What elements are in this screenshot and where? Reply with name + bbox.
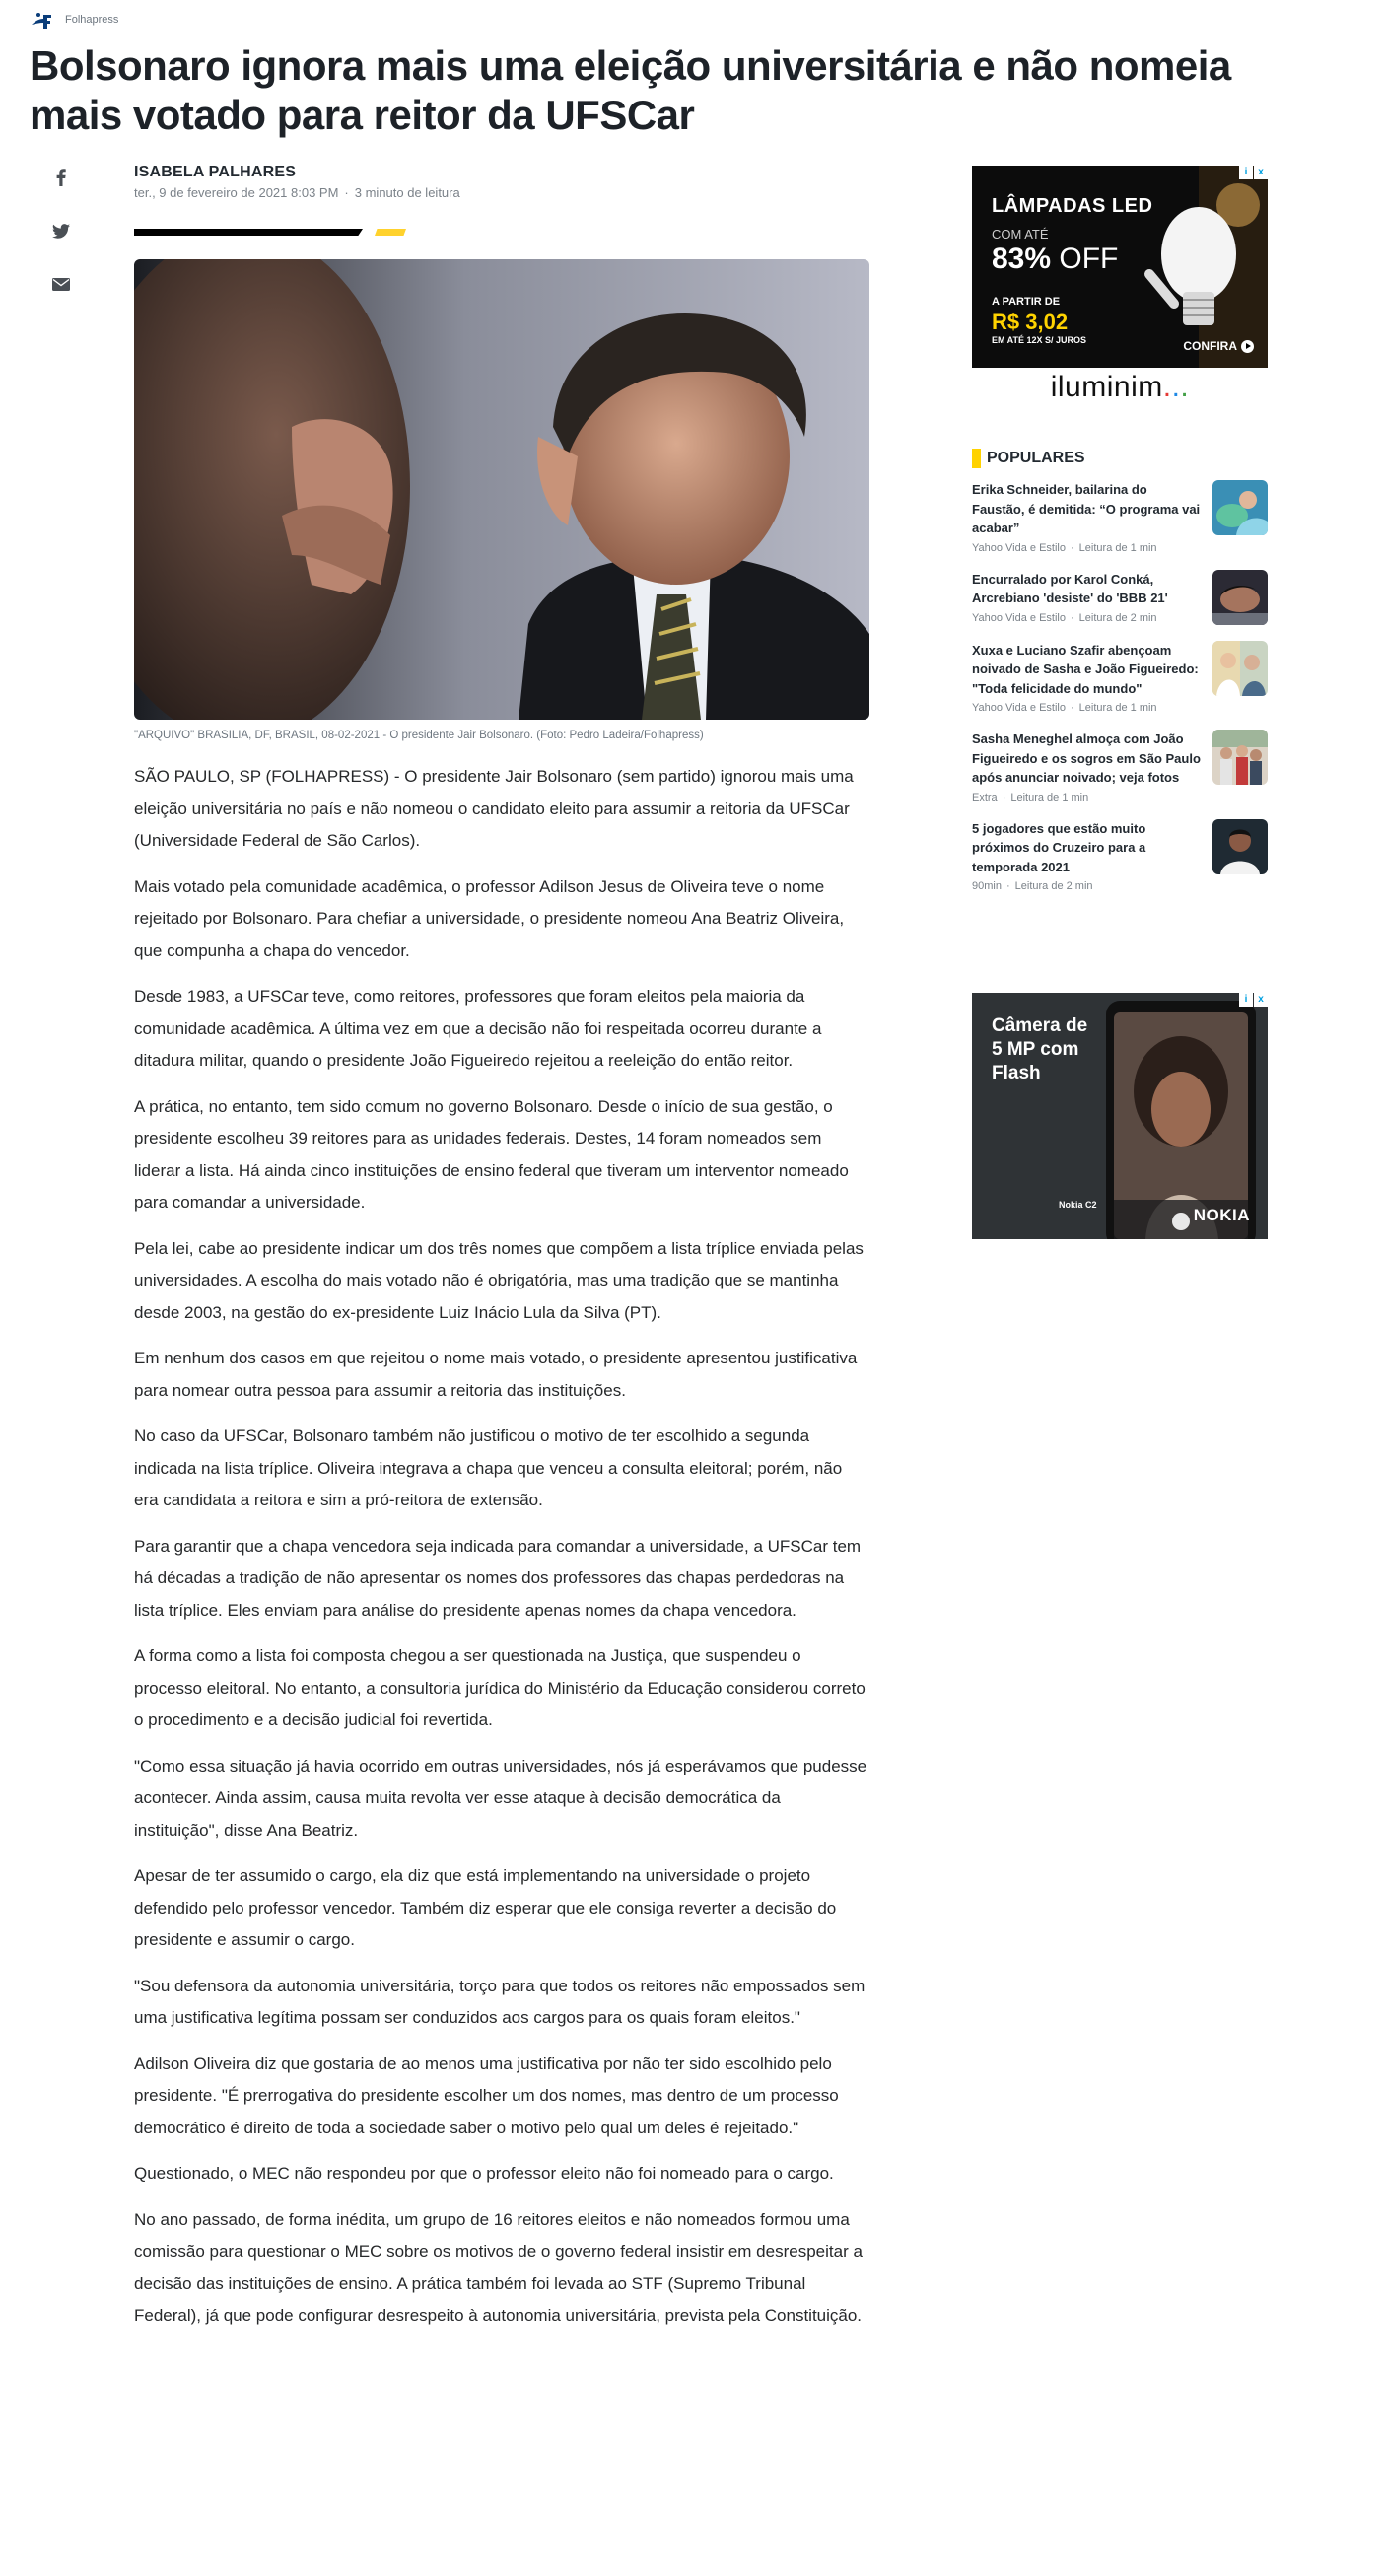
nokia-logo: NOKIA <box>1193 1206 1250 1224</box>
ad-close-icon[interactable]: x <box>1254 166 1268 179</box>
hero-image[interactable] <box>134 259 869 720</box>
paragraph: Desde 1983, a UFSCar teve, como reitores, professores que foram eleitos pela maioria da comunidade acadêmica. A última vez em que a decisão não foi respeitada ocorreu durante a ditadura militar, quando o presidente João Figueiredo rejeitou a reeleição do então reitor. <box>134 987 822 1070</box>
image-caption: "ARQUIVO" BRASILIA, DF, BRASIL, 08-02-2021 - O presidente Jair Bolsonaro. (Foto: Pedro Ladeira/Folhapress) <box>134 730 704 741</box>
author-name[interactable]: ISABELA PALHARES <box>134 164 297 180</box>
paragraph: "Sou defensora da autonomia universitária, torço para que todos os reitores não empossados sem uma justificativa legítima possam ser conduzidos aos cargos para os quais foram eleitos." <box>134 1976 866 2027</box>
list-item-meta <box>972 612 1201 624</box>
ad-upto: COM ATÉ <box>992 227 1049 242</box>
ad-nokia[interactable] <box>972 993 1268 1239</box>
list-item-source: Extra <box>972 791 998 803</box>
list-item[interactable] <box>972 570 1268 625</box>
ad-discount <box>992 243 1118 276</box>
ad-info-icon[interactable]: i <box>1239 166 1253 179</box>
ad-discount-value: 83% <box>992 243 1052 275</box>
ad-headline: Câmera de 5 MP com Flash <box>992 1015 1088 1083</box>
paragraph: No ano passado, de forma inédita, um grupo de 16 reitores eleitos e não nomeados formou uma comissão para questionar o MEC sobre os motivos de o governo federal insistir em desrespeitar a decisão das instituições de ensino. A prática também foi levada ao STF (Supremo Tribunal Federal), já que pode configurar desrespeito à autonomia universitária, prevista pela Constituição. <box>134 2209 863 2325</box>
ad-model: Nokia C2 <box>1059 1200 1097 1210</box>
list-item-read-time: Leitura de 1 min <box>1010 791 1089 803</box>
paragraph: A forma como a lista foi composta chegou a ser questionada na Justiça, que suspendeu o processo eleitoral. No entanto, a consultoria jurídica do Ministério da Educação considerou correto o procedimento e a decisão judicial foi revertida. <box>134 1646 866 1729</box>
list-item-meta <box>972 542 1201 554</box>
ad-info-icon[interactable]: i <box>1239 993 1253 1007</box>
list-item-read-time: Leitura de 2 min <box>1014 880 1093 892</box>
list-item-meta <box>972 880 1201 892</box>
list-item-title[interactable]: Sasha Meneghel almoça com João Figueiredo e os sogros em São Paulo após anunciar noivado; veja fotos <box>972 731 1201 785</box>
ad-badge <box>1239 993 1268 1007</box>
list-item-read-time: Leitura de 1 min <box>1078 541 1157 554</box>
list-item[interactable] <box>972 819 1268 893</box>
play-icon <box>1241 340 1254 353</box>
list-item[interactable] <box>972 480 1268 554</box>
byline <box>134 164 460 200</box>
list-item-thumbnail[interactable] <box>1212 570 1268 625</box>
facebook-icon[interactable] <box>49 166 73 189</box>
list-item-source: 90min <box>972 880 1002 892</box>
source-bar <box>30 8 118 32</box>
meta-separator: · <box>1071 541 1074 554</box>
heading-accent <box>972 449 981 468</box>
paragraph: Para garantir que a chapa vencedora seja indicada para comandar a universidade, a UFSCar tem há décadas a tradição de não apresentar os nomes dos professores das chapas perdedoras na lista tríplice. Eles enviam para análise do presidente apenas nomes da chapa vencedora. <box>134 1536 862 1620</box>
meta-separator: · <box>1071 702 1074 714</box>
list-item-meta <box>972 702 1201 714</box>
paragraph: Pela lei, cabe ao presidente indicar um dos três nomes que compõem a lista tríplice enviada pelas universidades. A escolha do mais votado não é obrigatória, mas uma tradição que se mantinha desde 2003, na gestão do ex-presidente Luiz Inácio Lula da Silva (PT). <box>134 1238 864 1322</box>
email-icon[interactable] <box>49 272 73 296</box>
ad-led-lamps[interactable] <box>972 166 1268 368</box>
list-item-title[interactable]: Xuxa e Luciano Szafir abençoam noivado de Sasha e João Figueiredo: "Toda felicidade do mundo" <box>972 642 1199 696</box>
article-meta <box>134 185 460 200</box>
meta-separator: · <box>344 185 349 200</box>
list-item-title[interactable]: 5 jogadores que estão muito próximos do Cruzeiro para a temporada 2021 <box>972 820 1146 874</box>
ad-off: OFF <box>1059 243 1119 275</box>
paragraph: SÃO PAULO, SP (FOLHAPRESS) - O presidente Jair Bolsonaro (sem partido) ignorou mais uma eleição universitária no país e não nomeou o candidato eleito para assumir a reitoria da UFSCar (Universidade Federal de São Carlos). <box>134 767 854 850</box>
list-item-title[interactable]: Encurralado por Karol Conká, Arcrebiano 'desiste' do 'BBB 21' <box>972 571 1168 605</box>
ad-close-icon[interactable]: x <box>1254 993 1268 1007</box>
article-body <box>134 761 869 2346</box>
list-item[interactable] <box>972 641 1268 715</box>
paragraph: Adilson Oliveira diz que gostaria de ao menos uma justificativa por não ter sido escolhido pelo presidente. "É prerrogativa do presidente escolher um dos nomes, mas dentro de um processo democrático é direito de toda a sociedade saber o motivo pelo qual um deles é rejeitado." <box>134 2054 839 2137</box>
paragraph: Apesar de ter assumido o cargo, ela diz que está implementando na universidade o projeto defendido pelo professor vencedor. Também diz esperar que ele consiga reverter a decisão do presidente e assumir o cargo. <box>134 1866 837 1949</box>
ad-price: R$ 3,02 <box>992 310 1069 334</box>
twitter-icon[interactable] <box>49 219 73 243</box>
meta-separator: · <box>1005 880 1010 892</box>
ad-badge <box>1239 166 1268 179</box>
ad-cta-label: CONFIRA <box>1183 339 1237 353</box>
paragraph: A prática, no entanto, tem sido comum no governo Bolsonaro. Desde o início de sua gestão, o presidente escolheu 39 reitores para as unidades federais. Destes, 14 foram nomeados sem liderar a lista. Há ainda cinco instituições de ensino federal que tiveram um interventor nomeado para comandar a universidade. <box>134 1096 849 1212</box>
paragraph: "Como essa situação já havia ocorrido em outras universidades, nós já esperávamos que pudesse acontecer. Ainda assim, causa muita revolta ver esse ataque à decisão democrática da instituição", disse Ana Beatriz. <box>134 1756 867 1840</box>
source-name[interactable]: Folhapress <box>65 14 119 26</box>
ad-from: A PARTIR DE <box>992 296 1061 308</box>
paragraph: No caso da UFSCar, Bolsonaro também não justificou o motivo de ter escolhido a segunda indicada na lista tríplice. Oliveira integrava a chapa que venceu a consulta eleitoral; porém, não era candidata a reitora e sim a pró-reitora de extensão. <box>134 1427 843 1509</box>
popular-heading <box>972 449 1268 468</box>
ad-title: LÂMPADAS LED <box>992 195 1153 217</box>
meta-separator: · <box>1071 611 1074 624</box>
list-item-read-time: Leitura de 1 min <box>1078 702 1157 714</box>
folhapress-logo-icon[interactable] <box>30 9 57 31</box>
meta-separator: · <box>1002 791 1006 803</box>
publish-date: ter., 9 de fevereiro de 2021 8:03 PM <box>134 185 339 200</box>
divider-yellow <box>375 229 406 236</box>
ad-cta-button[interactable] <box>1183 339 1254 353</box>
paragraph: Mais votado pela comunidade acadêmica, o professor Adilson Jesus de Oliveira teve o nome rejeitado por Bolsonaro. Para chefiar a universidade, o presidente nomeou Ana Beatriz Oliveira, que compunha a chapa do vencedor. <box>134 876 845 960</box>
share-bar <box>49 166 73 296</box>
list-item-thumbnail[interactable] <box>1212 641 1268 696</box>
ad-installments: EM ATÉ 12X S/ JUROS <box>992 335 1087 345</box>
list-item-read-time: Leitura de 2 min <box>1078 611 1157 624</box>
ad-brand[interactable]: iluminim... <box>1050 371 1190 403</box>
list-item-thumbnail[interactable] <box>1212 480 1268 535</box>
list-item[interactable] <box>972 730 1268 803</box>
popular-heading-label: POPULARES <box>987 450 1085 466</box>
list-item-title[interactable]: Erika Schneider, bailarina do Faustão, é demitida: “O programa vai acabar” <box>972 482 1201 535</box>
paragraph: Em nenhum dos casos em que rejeitou o nome mais votado, o presidente apresentou justificativa para nomear outra pessoa para assumir a reitoria das instituições. <box>134 1349 858 1400</box>
popular-section <box>972 449 1268 908</box>
page-title: Bolsonaro ignora mais uma eleição universitária e não nomeia mais votado para reitor da UFSCar <box>30 42 1231 138</box>
list-item-source: Yahoo Vida e Estilo <box>972 541 1066 554</box>
divider-black <box>134 229 363 236</box>
list-item-source: Yahoo Vida e Estilo <box>972 702 1066 714</box>
paragraph: Questionado, o MEC não respondeu por que o professor eleito não foi nomeado para o cargo. <box>134 2164 834 2183</box>
list-item-source: Yahoo Vida e Estilo <box>972 611 1066 624</box>
list-item-meta <box>972 792 1201 803</box>
list-item-thumbnail[interactable] <box>1212 819 1268 874</box>
read-time: 3 minuto de leitura <box>354 185 460 200</box>
list-item-thumbnail[interactable] <box>1212 730 1268 785</box>
ad-brand-name: iluminim <box>1050 371 1163 403</box>
